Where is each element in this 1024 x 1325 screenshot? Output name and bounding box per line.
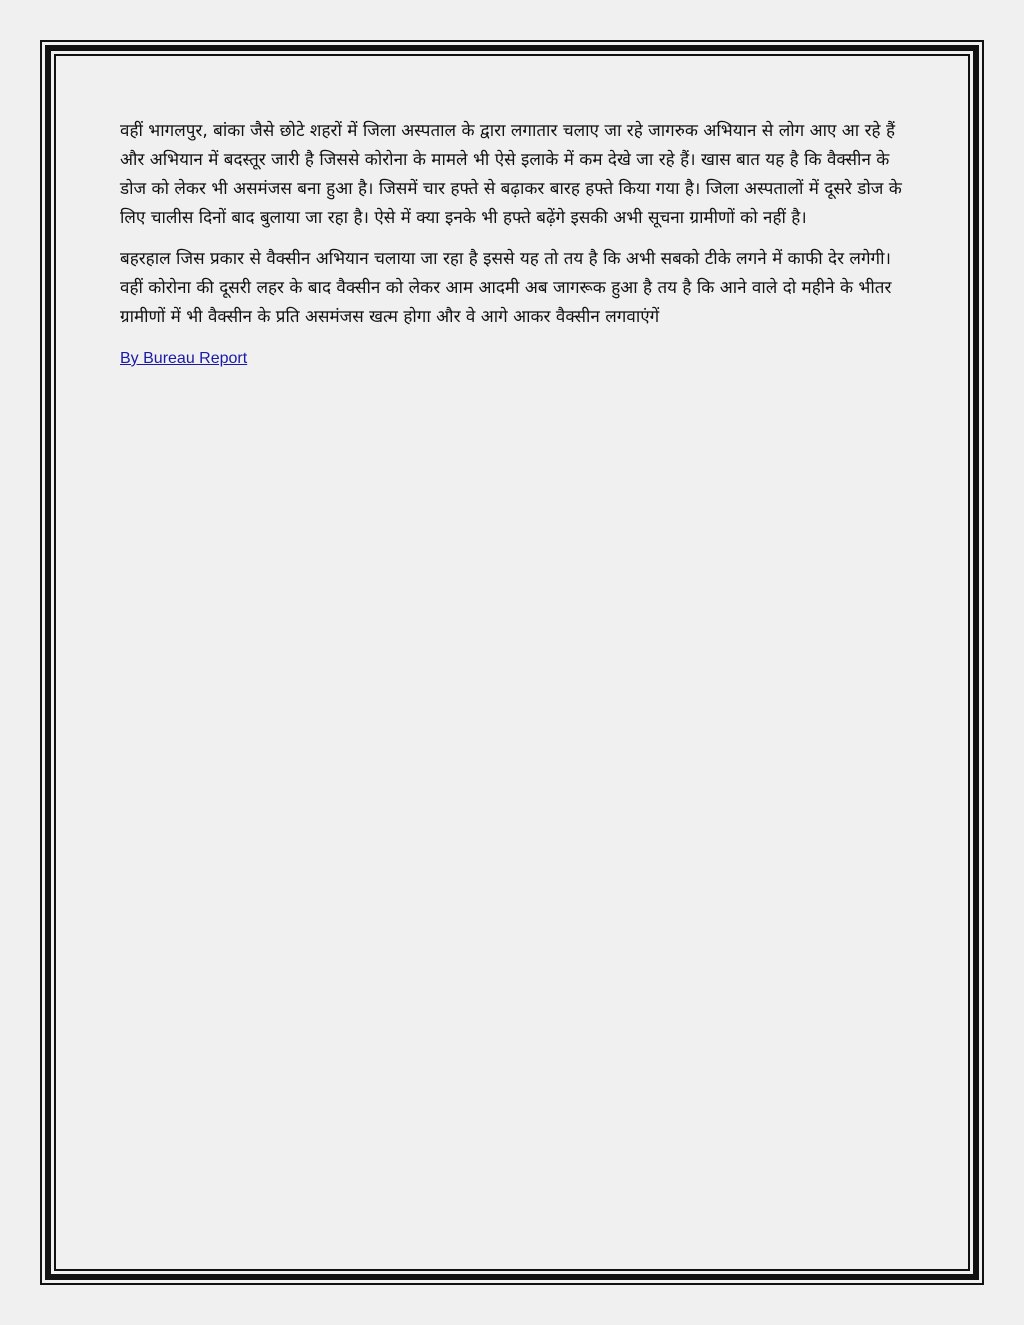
byline-link[interactable]: By Bureau Report <box>120 350 248 367</box>
article-body <box>120 117 910 368</box>
article-paragraph-2: बहरहाल जिस प्रकार से वैक्सीन अभियान चलाया जा रहा है इससे यह तो तय है कि अभी सबको टीके लगने में काफी देर लगेगी। वहीं कोरोना की दूसरी लहर के बाद वैक्सीन को लेकर आम आदमी अब जागरूक हुआ है तय है कि आने वाले दो महीने के भीतर ग्रामीणों में भी वैक्सीन के प्रति असमंजस खत्म होगा और वे आगे आकर वैक्सीन लगवाएंगें <box>120 249 892 327</box>
article-paragraph-1: वहीं भागलपुर, बांका जैसे छोटे शहरों में जिला अस्पताल के द्वारा लगातार चलाए जा रहे जागरुक अभियान से लोग आए आ रहे हैं और अभियान में बदस्तूर जारी है जिससे कोरोना के मामले भी ऐसे इलाके में कम देखे जा रहे हैं। खास बात यह है कि वैक्सीन के डोज को लेकर भी असमंजस बना हुआ है। जिसमें चार हफ्ते से बढ़ाकर बारह हफ्ते किया गया है। जिला अस्पतालों में दूसरे डोज के लिए चालीस दिनों बाद बुलाया जा रहा है। ऐसे में क्या इनके भी हफ्ते बढ़ेंगे इसकी अभी सूचना ग्रामीणों को नहीं है। <box>120 121 902 228</box>
